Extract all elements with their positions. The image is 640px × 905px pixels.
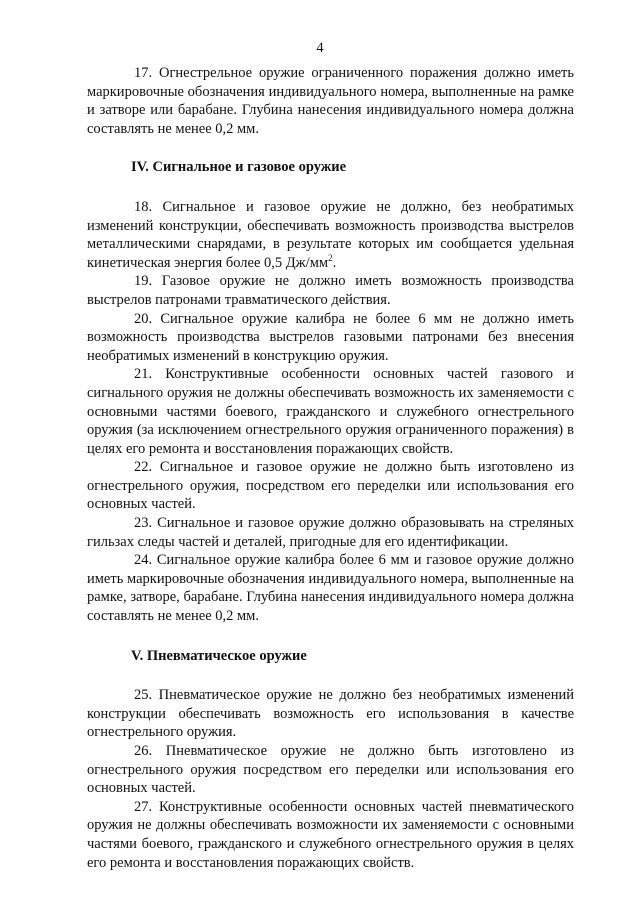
section-heading-v: V. Пневматическое оружие <box>131 647 307 664</box>
paragraph-25: 25. Пневматическое оружие не должно без необратимых изменений конструкции обеспечивать возможность его использования в качестве огнестрельного оружия. <box>87 687 574 741</box>
paragraph-21: 21. Конструктивные особенности основных частей газового и сигнального оружия не должны обеспечивать возможность их заменяемости с основными частями боевого, гражданского и служебного огнестрельного оружия (за исключением огнестрельного оружия ограниченного поражения) в целях его ремонта и восстановления поражающих свойств. <box>87 366 574 457</box>
superscript-2: 2 <box>328 252 333 263</box>
paragraph-18 <box>87 198 574 272</box>
document-body <box>87 64 574 872</box>
paragraph-18-end: . <box>332 254 337 271</box>
page-number: 4 <box>316 40 324 56</box>
paragraph-18-text: 18. Сигнальное и газовое оружие не должно, без необратимых изменений конструкции, обеспечивать возможность производства выстрелов металлическими снарядами, в результате которых им сообщается удельная кинетическая энергия более 0,5 Дж/мм <box>87 198 574 271</box>
paragraph-23: 23. Сигнальное и газовое оружие должно образовывать на стреляных гильзах следы частей и деталей, пригодные для его идентификации. <box>87 515 574 550</box>
paragraph-19: 19. Газовое оружие не должно иметь возможность производства выстрелов патронами травматического действия. <box>87 273 574 308</box>
section-heading-iv: IV. Сигнальное и газовое оружие <box>131 159 347 176</box>
paragraph-27: 27. Конструктивные особенности основных частей пневматического оружия не должны обеспечивать возможности их заменяемости с основными частями боевого, гражданского и служебного огнестрельного оружия в целях его ремонта и восстановления поражающих свойств. <box>87 798 574 871</box>
paragraph-22: 22. Сигнальное и газовое оружие не должно быть изготовлено из огнестрельного оружия, посредством его переделки или использования его основных частей. <box>87 459 574 513</box>
paragraph-26: 26. Пневматическое оружие не должно быть изготовлено из огнестрельного оружия посредством его переделки или использования его основных частей. <box>87 743 574 797</box>
paragraph-17: 17. Огнестрельное оружие ограниченного поражения должно иметь маркировочные обозначения индивидуального номера, выполненные на рамке и затворе или барабане. Глубина нанесения индивидуального номера должна составлять не менее 0,2 мм. <box>87 65 574 137</box>
paragraph-24: 24. Сигнальное оружие калибра более 6 мм и газовое оружие должно иметь маркировочные обозначения индивидуального номера, выполненные на рамке, затворе, барабане. Глубина нанесения индивидуального номера должна составлять не менее 0,2 мм. <box>87 552 574 625</box>
paragraph-20: 20. Сигнальное оружие калибра не более 6 мм не должно иметь возможность производства выстрелов газовыми патронами без внесения необратимых изменений в конструкцию оружия. <box>87 310 574 364</box>
